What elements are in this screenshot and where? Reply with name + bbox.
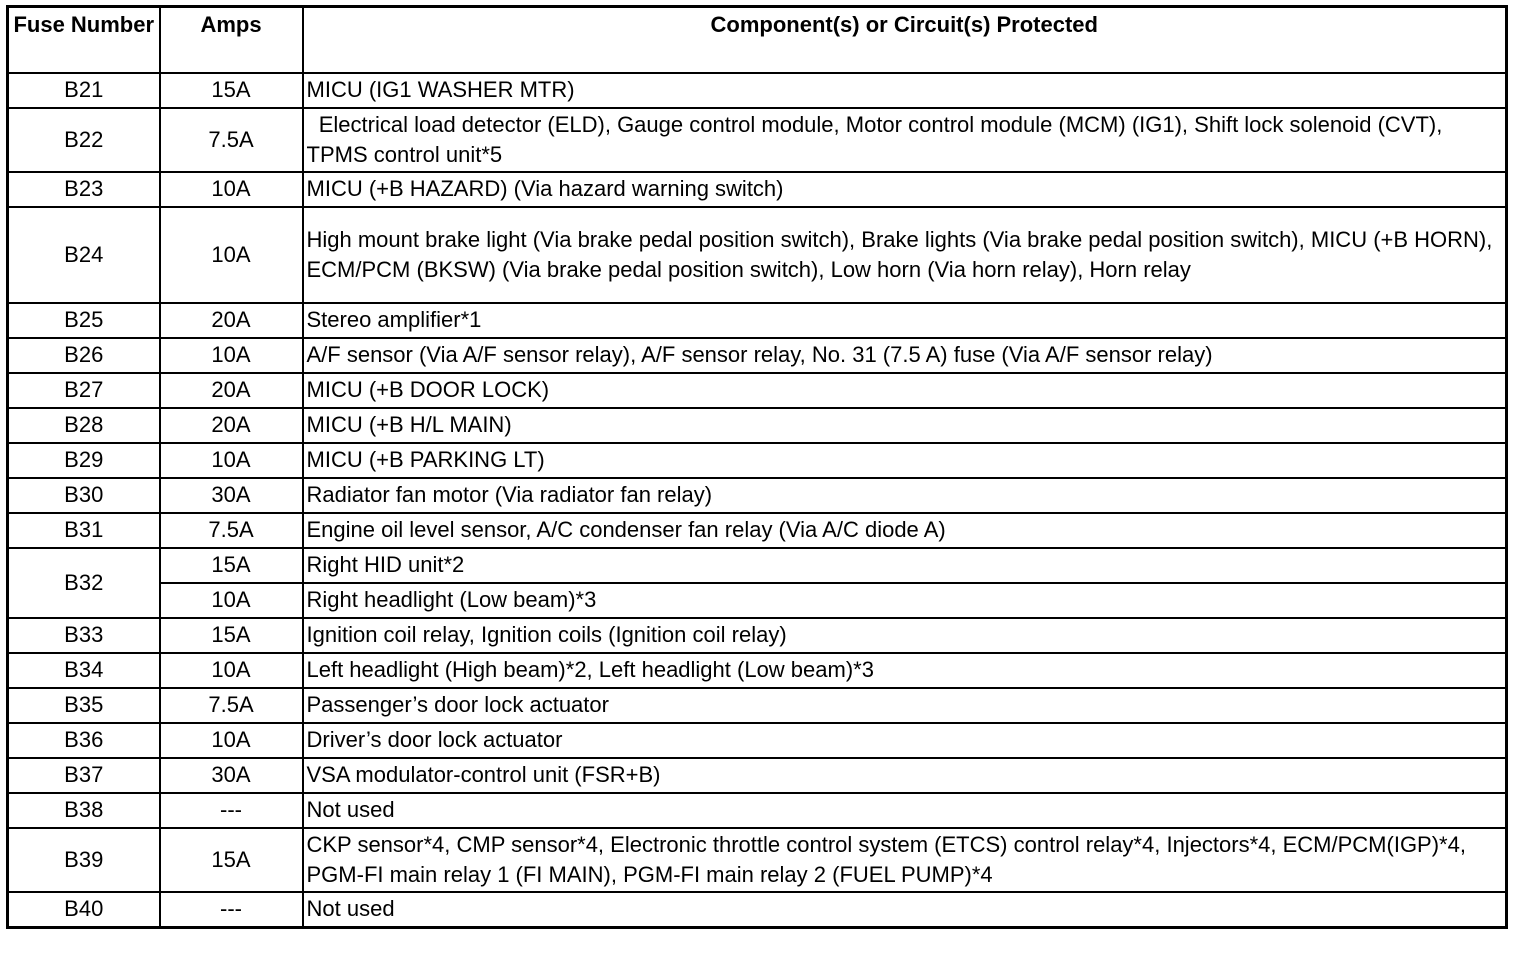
fuse-number-cell: B36 xyxy=(8,723,160,758)
component-cell: CKP sensor*4, CMP sensor*4, Electronic throttle control system (ETCS) control relay*4, Injectors*4, ECM/PCM(IGP)*4, PGM-FI main relay 1 (FI MAIN), PGM-FI main relay 2 (FUEL PUMP)*4 xyxy=(303,828,1507,892)
fuse-number-cell: B29 xyxy=(8,443,160,478)
table-row xyxy=(8,373,1507,408)
fuse-number-cell: B38 xyxy=(8,793,160,828)
component-cell: Driver’s door lock actuator xyxy=(303,723,1507,758)
amps-cell: 15A xyxy=(160,548,303,583)
component-cell: MICU (IG1 WASHER MTR) xyxy=(303,73,1507,108)
component-cell: Engine oil level sensor, A/C condenser fan relay (Via A/C diode A) xyxy=(303,513,1507,548)
fuse-number-cell: B37 xyxy=(8,758,160,793)
fuse-number-cell: B26 xyxy=(8,338,160,373)
table-header-row xyxy=(8,7,1507,73)
table-row xyxy=(8,408,1507,443)
component-cell: Right HID unit*2 xyxy=(303,548,1507,583)
component-cell: Right headlight (Low beam)*3 xyxy=(303,583,1507,618)
amps-cell: 15A xyxy=(160,828,303,892)
amps-cell: 10A xyxy=(160,207,303,303)
amps-cell: 10A xyxy=(160,338,303,373)
amps-cell: 20A xyxy=(160,373,303,408)
amps-cell: --- xyxy=(160,793,303,828)
amps-cell: 15A xyxy=(160,73,303,108)
table-row xyxy=(8,207,1507,303)
amps-cell: 10A xyxy=(160,723,303,758)
table-row xyxy=(8,443,1507,478)
table-row xyxy=(8,793,1507,828)
component-cell: VSA modulator-control unit (FSR+B) xyxy=(303,758,1507,793)
component-cell: MICU (+B HAZARD) (Via hazard warning switch) xyxy=(303,172,1507,207)
header-fuse-number: Fuse Number xyxy=(8,7,160,73)
fuse-number-cell: B30 xyxy=(8,478,160,513)
component-cell: MICU (+B H/L MAIN) xyxy=(303,408,1507,443)
amps-cell: 20A xyxy=(160,408,303,443)
table-row xyxy=(8,338,1507,373)
component-cell: MICU (+B PARKING LT) xyxy=(303,443,1507,478)
amps-cell: --- xyxy=(160,892,303,928)
table-row xyxy=(8,108,1507,172)
table-row xyxy=(8,653,1507,688)
amps-cell: 30A xyxy=(160,478,303,513)
component-cell: High mount brake light (Via brake pedal position switch), Brake lights (Via brake pedal position switch), MICU (+B HORN), ECM/PCM (BKSW) (Via brake pedal position switch), Low horn (Via horn relay), Horn relay xyxy=(303,207,1507,303)
component-cell: Passenger’s door lock actuator xyxy=(303,688,1507,723)
component-cell: Radiator fan motor (Via radiator fan relay) xyxy=(303,478,1507,513)
component-cell: Not used xyxy=(303,793,1507,828)
fuse-number-cell: B32 xyxy=(8,548,160,618)
amps-cell: 20A xyxy=(160,303,303,338)
fuse-number-cell: B39 xyxy=(8,828,160,892)
amps-cell: 7.5A xyxy=(160,688,303,723)
amps-cell: 10A xyxy=(160,653,303,688)
fuse-table xyxy=(6,5,1508,929)
fuse-number-cell: B40 xyxy=(8,892,160,928)
table-row xyxy=(8,758,1507,793)
fuse-number-cell: B35 xyxy=(8,688,160,723)
fuse-number-cell: B21 xyxy=(8,73,160,108)
table-row xyxy=(8,618,1507,653)
fuse-number-cell: B31 xyxy=(8,513,160,548)
fuse-number-cell: B22 xyxy=(8,108,160,172)
amps-cell: 10A xyxy=(160,443,303,478)
table-row xyxy=(8,828,1507,892)
amps-cell: 10A xyxy=(160,583,303,618)
fuse-number-cell: B23 xyxy=(8,172,160,207)
fuse-number-cell: B34 xyxy=(8,653,160,688)
header-components: Component(s) or Circuit(s) Protected xyxy=(303,7,1507,73)
component-cell: A/F sensor (Via A/F sensor relay), A/F sensor relay, No. 31 (7.5 A) fuse (Via A/F sensor relay) xyxy=(303,338,1507,373)
table-row xyxy=(8,73,1507,108)
table-row xyxy=(8,172,1507,207)
table-row xyxy=(8,478,1507,513)
component-cell: Electrical load detector (ELD), Gauge control module, Motor control module (MCM) (IG1), Shift lock solenoid (CVT), TPMS control unit*5 xyxy=(303,108,1507,172)
table-row xyxy=(8,892,1507,928)
amps-cell: 30A xyxy=(160,758,303,793)
fuse-number-cell: B27 xyxy=(8,373,160,408)
table-row xyxy=(8,303,1507,338)
amps-cell: 15A xyxy=(160,618,303,653)
amps-cell: 7.5A xyxy=(160,513,303,548)
fuse-number-cell: B33 xyxy=(8,618,160,653)
table-row xyxy=(8,513,1507,548)
component-cell: Stereo amplifier*1 xyxy=(303,303,1507,338)
fuse-number-cell: B24 xyxy=(8,207,160,303)
component-cell: Left headlight (High beam)*2, Left headlight (Low beam)*3 xyxy=(303,653,1507,688)
component-cell: MICU (+B DOOR LOCK) xyxy=(303,373,1507,408)
header-amps: Amps xyxy=(160,7,303,73)
amps-cell: 7.5A xyxy=(160,108,303,172)
component-cell: Not used xyxy=(303,892,1507,928)
table-row xyxy=(8,723,1507,758)
amps-cell: 10A xyxy=(160,172,303,207)
table-row xyxy=(8,548,1507,583)
fuse-number-cell: B25 xyxy=(8,303,160,338)
table-row xyxy=(8,583,1507,618)
component-cell: Ignition coil relay, Ignition coils (Ignition coil relay) xyxy=(303,618,1507,653)
table-row xyxy=(8,688,1507,723)
fuse-number-cell: B28 xyxy=(8,408,160,443)
